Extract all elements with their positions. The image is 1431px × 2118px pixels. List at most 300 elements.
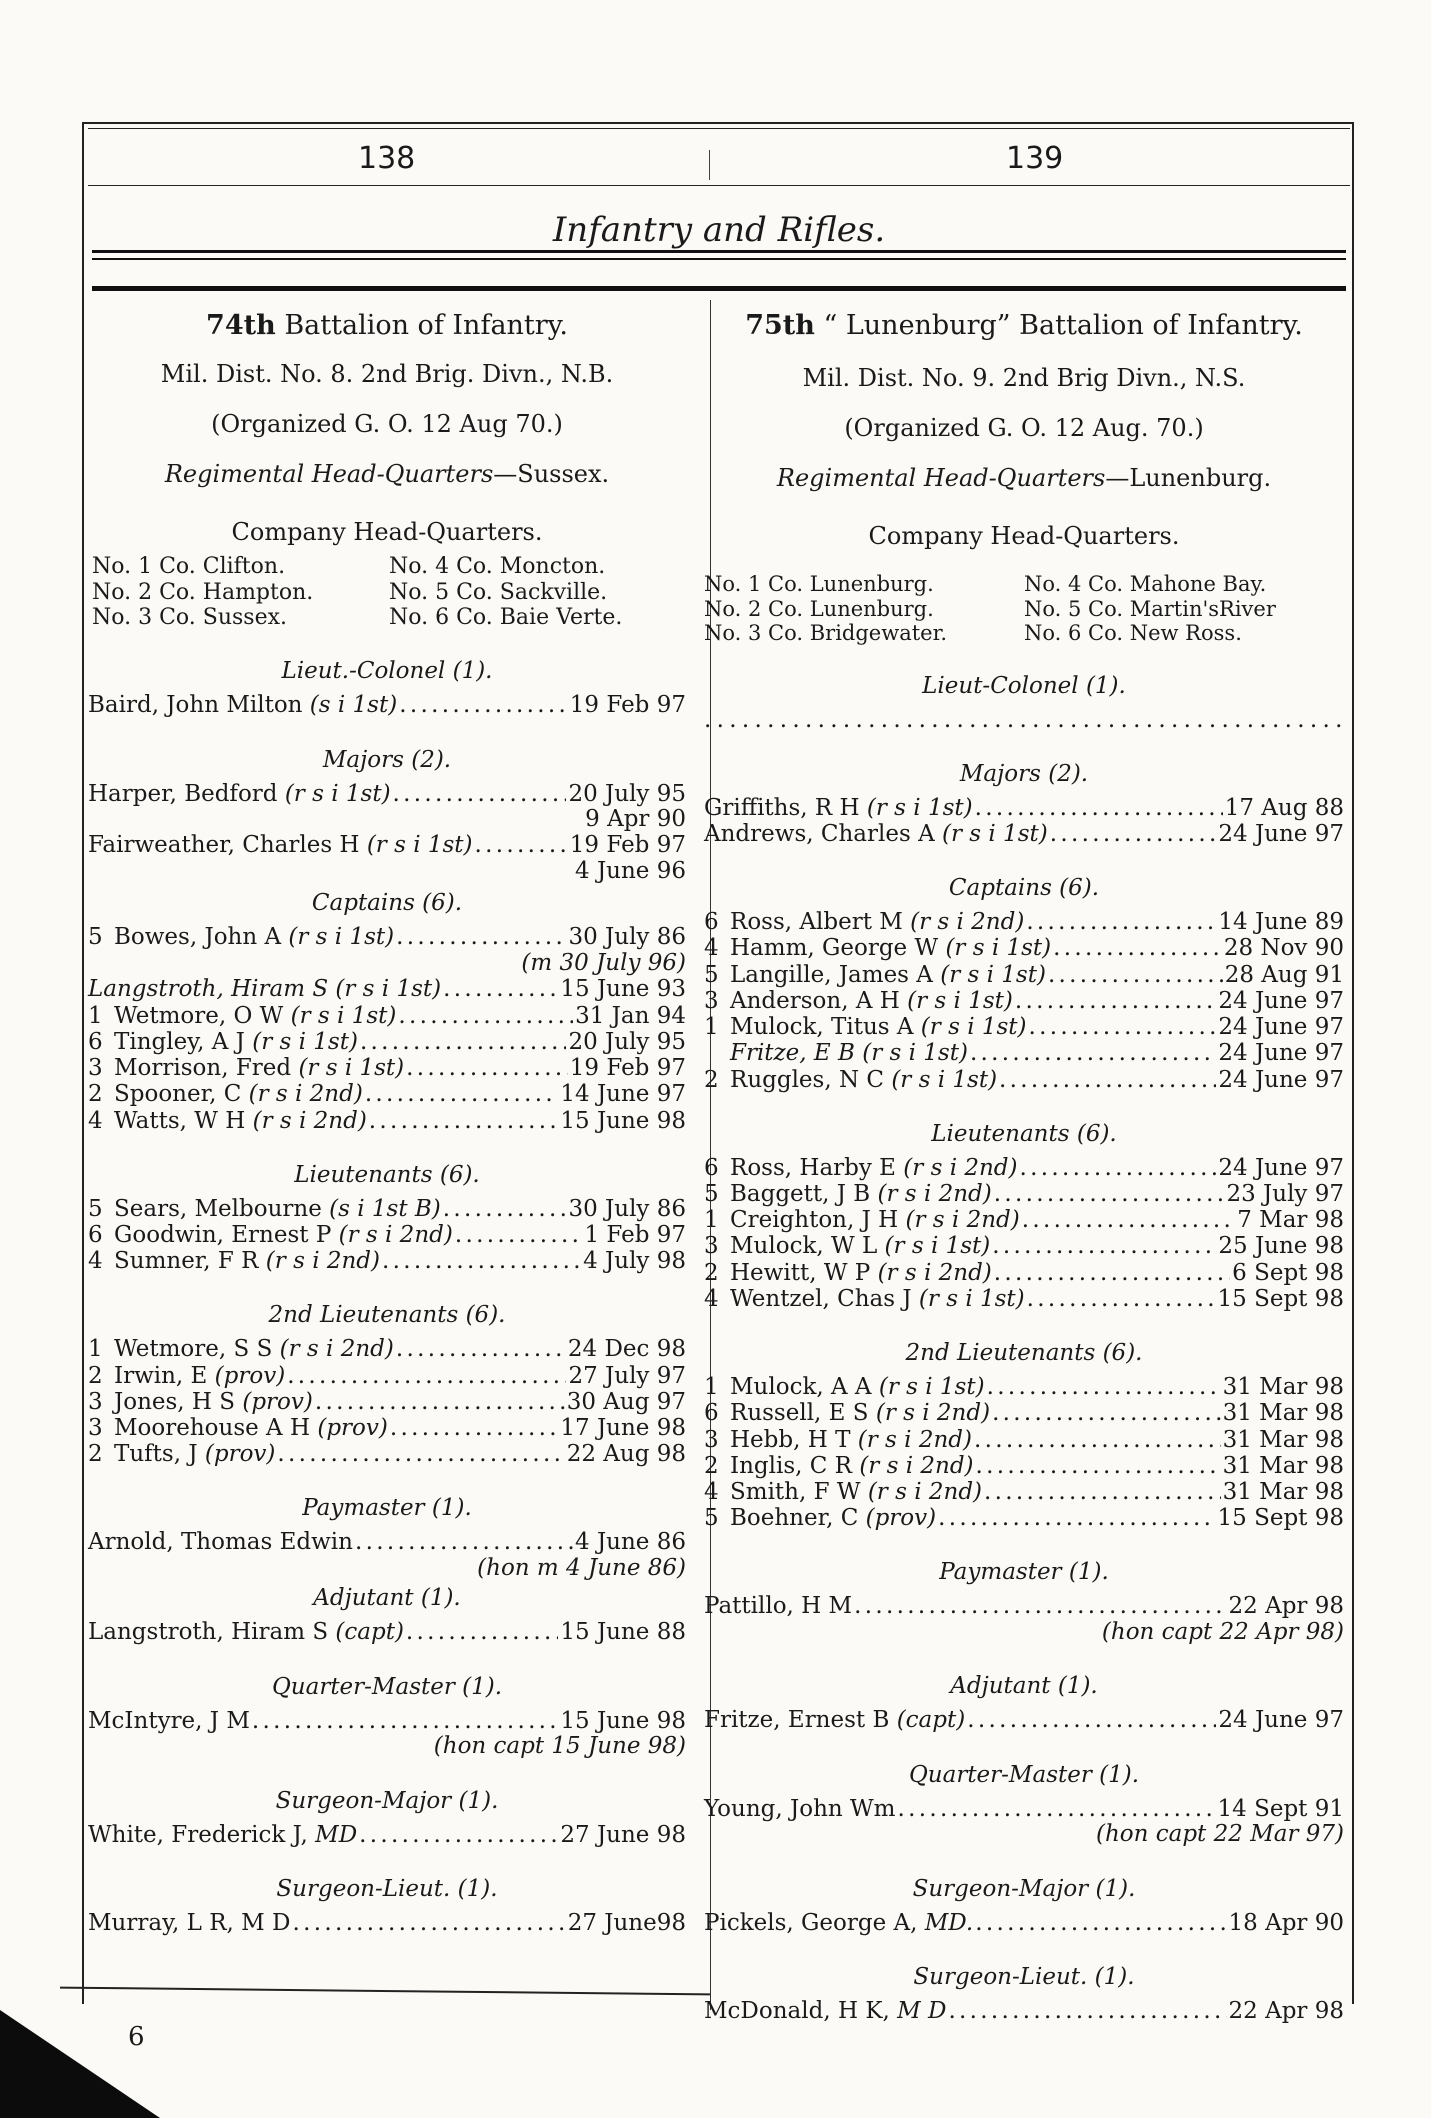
officer-name: Griffiths, R H — [704, 794, 860, 821]
officer-date: 27 June 98 — [560, 1821, 686, 1848]
company-number: 3 — [88, 1388, 103, 1415]
leader-dots — [359, 1822, 558, 1848]
leader-dots — [1050, 821, 1217, 847]
officer-qualification: (r s i 1st) — [884, 1233, 991, 1260]
company-item: No. 1 Co. Lunenburg. — [704, 572, 934, 597]
vacant-entry — [704, 707, 1344, 733]
officer-entry — [704, 1479, 1344, 1505]
officer-name: Pattillo, H M — [704, 1593, 853, 1620]
leader-dots — [970, 1040, 1216, 1066]
officer-date: 14 Sept 91 — [1217, 1795, 1344, 1822]
leader-dots — [967, 1707, 1216, 1733]
officer-name: Langstroth, Hiram S — [88, 976, 329, 1003]
officer-entry — [704, 1796, 1344, 1822]
officer-date: 24 Dec 98 — [567, 1336, 686, 1363]
officer-date: 24 June 97 — [1218, 987, 1344, 1014]
officer-entry — [704, 795, 1344, 821]
leader-dots — [355, 1529, 573, 1555]
officer-entry — [88, 1055, 686, 1081]
officer-qualification: (r s i 1st) — [907, 987, 1013, 1014]
officer-qualification: (r s i 2nd) — [910, 909, 1025, 936]
officer-name: Fritze, E B — [730, 1040, 855, 1067]
leader-dots — [399, 692, 568, 718]
officer-qualification: (r s i 1st) — [945, 935, 1052, 962]
officer-name: Ross, Albert M — [730, 909, 903, 936]
company-item: No. 4 Co. Mahone Bay. — [1024, 572, 1267, 597]
company-item: No. 3 Co. Sussex. — [92, 604, 288, 630]
battalion-title — [704, 310, 1344, 342]
rank-heading: Surgeon-Major (1). — [275, 1787, 499, 1814]
officer-qualification: (r s i 1st) — [891, 1066, 998, 1093]
leader-dots — [277, 1441, 564, 1467]
officer-qualification: (r s i 2nd) — [905, 1207, 1020, 1234]
officer-entry — [88, 781, 686, 807]
officer-name: Wetmore, S S — [114, 1336, 273, 1363]
officer-date: 28 Aug 91 — [1224, 961, 1344, 988]
company-number: 1 — [704, 1374, 719, 1401]
rank-heading: Paymaster (1). — [939, 1559, 1109, 1586]
officer-entry — [88, 1441, 686, 1467]
leader-dots — [396, 924, 566, 950]
company-item: No. 2 Co. Lunenburg. — [704, 596, 934, 621]
battalion-75th — [704, 300, 1344, 2024]
leader-dots — [1015, 988, 1217, 1014]
officer-entry — [88, 1619, 686, 1645]
officer-date: 19 Feb 97 — [569, 1055, 686, 1082]
rhq-label: Regimental Head-Quarters — [776, 464, 1106, 493]
officer-qualification: (prov) — [214, 1362, 286, 1389]
officer-date: 31 Mar 98 — [1222, 1478, 1344, 1505]
officer-entry — [704, 1427, 1344, 1453]
officer-entry — [704, 1155, 1344, 1181]
company-item: No. 1 Co. Clifton. — [92, 554, 286, 580]
officer-date: 4 June 86 — [575, 1529, 686, 1556]
officer-name: Goodwin, Ernest P — [114, 1221, 332, 1248]
officer-date: 27 June98 — [567, 1909, 686, 1936]
officer-date: 4 July 98 — [583, 1248, 686, 1275]
officer-name: Watts, W H — [114, 1107, 246, 1134]
leader-dots — [1022, 1207, 1235, 1233]
officer-entry — [88, 1081, 686, 1107]
officer-name: Wentzel, Chas J — [730, 1285, 912, 1312]
company-number: 1 — [88, 1336, 103, 1363]
officer-name: White, Frederick J, — [88, 1821, 308, 1848]
company-number: 3 — [88, 1055, 103, 1082]
company-hq-list — [88, 554, 686, 630]
officer-entry — [704, 1014, 1344, 1040]
officer-entry — [704, 1707, 1344, 1733]
officer-name: Ruggles, N C — [730, 1066, 885, 1093]
page-number-left: 138 — [358, 141, 416, 176]
regimental-hq — [88, 460, 686, 488]
battalion-name: “ Lunenburg” Battalion of Infantry. — [823, 310, 1303, 341]
officer-date: 14 June 89 — [1218, 909, 1344, 936]
officer-qualification: (prov) — [242, 1388, 313, 1415]
officer-name: Ross, Harby E — [730, 1154, 896, 1181]
officer-entry — [704, 1260, 1344, 1286]
officer-name: Hewitt, W P — [730, 1259, 871, 1286]
officer-name: Hebb, H T — [730, 1426, 851, 1453]
company-number: 4 — [704, 1285, 719, 1312]
rank-heading: Captains (6). — [948, 875, 1100, 902]
officer-name: Andrews, Charles A — [704, 821, 935, 848]
rank-heading: Lieutenants (6). — [294, 1161, 480, 1188]
officer-qualification: (r s i 2nd) — [867, 1478, 983, 1505]
company-number: 4 — [704, 1478, 719, 1505]
company-number: 6 — [704, 909, 719, 936]
officer-qualification: M D — [897, 1997, 947, 2024]
leader-dots — [994, 1260, 1230, 1286]
officer-entry — [704, 1286, 1344, 1312]
officer-name: Irwin, E — [114, 1362, 208, 1389]
officer-date: 25 June 98 — [1218, 1233, 1344, 1260]
officer-date: 24 June 97 — [1218, 1040, 1344, 1067]
leader-dots — [475, 832, 568, 858]
rank-heading: Surgeon-Lieut. (1). — [913, 1963, 1135, 1990]
officer-entry — [704, 1998, 1344, 2024]
officer-name: Anderson, A H — [730, 987, 900, 1014]
company-hq-title: Company Head-Quarters. — [231, 518, 543, 547]
officer-date: 30 July 86 — [568, 924, 686, 951]
officer-name: Russell, E S — [730, 1400, 869, 1427]
officer-name: Wetmore, O W — [114, 1002, 284, 1029]
officer-name: Langille, James A — [730, 961, 933, 988]
officer-name: Smith, F W — [730, 1478, 861, 1505]
officer-qualification: (r s i 2nd) — [903, 1154, 1018, 1181]
officer-qualification: (r s i 1st) — [866, 794, 973, 821]
leader-dots — [390, 1415, 559, 1441]
leader-dots — [398, 1003, 573, 1029]
officer-entry — [704, 1505, 1344, 1531]
company-number: 1 — [704, 1207, 719, 1234]
officer-date: 7 Mar 98 — [1237, 1207, 1344, 1234]
officer-entry — [88, 1415, 686, 1441]
leader-dots — [443, 1196, 567, 1222]
battalion-name: Battalion of Infantry. — [284, 310, 568, 341]
officer-date: 24 June 97 — [1218, 1154, 1344, 1181]
officer-name: Fairweather, Charles H — [88, 832, 360, 859]
rank-heading: Surgeon-Lieut. (1). — [276, 1875, 498, 1902]
leader-dots — [455, 1222, 583, 1248]
officer-name: Baird, John Milton — [88, 692, 303, 719]
officer-qualification: (r s i 2nd) — [875, 1400, 991, 1427]
officer-entry — [88, 1248, 686, 1274]
leader-dots — [292, 1910, 565, 1936]
company-number: 6 — [704, 1400, 719, 1427]
officer-qualification: (r s i 1st) — [252, 1028, 358, 1055]
officer-qualification: (r s i 1st) — [878, 1374, 985, 1401]
leader-dots — [938, 1505, 1215, 1531]
officer-qualification: MD — [315, 1821, 358, 1848]
officer-entry — [704, 909, 1344, 935]
leader-dots — [252, 1708, 558, 1734]
officer-entry — [704, 935, 1344, 961]
military-district: Mil. Dist. No. 8. 2nd Brig. Divn., N.B. — [160, 360, 614, 389]
organized-note: (Organized G. O. 12 Aug. 70.) — [844, 414, 1204, 443]
officer-qualification: (r s i 1st) — [298, 1055, 405, 1082]
officer-note: 9 Apr 90 — [585, 805, 686, 832]
officer-entry — [88, 692, 686, 718]
officer-qualification: (r s i 2nd) — [877, 1259, 992, 1286]
officer-entry — [88, 1108, 686, 1134]
rank-heading: Adjutant (1). — [313, 1585, 461, 1612]
officer-name: Mulock, W L — [730, 1233, 878, 1260]
company-item: No. 3 Co. Bridgewater. — [704, 620, 947, 645]
officer-entry — [88, 976, 686, 1002]
officer-date: 24 June 97 — [1218, 821, 1344, 848]
officer-entry — [88, 1708, 686, 1734]
officer-date: 23 July 97 — [1226, 1181, 1344, 1207]
officer-name: Young, John Wm — [704, 1795, 896, 1822]
officer-qualification: (r s i 1st) — [284, 780, 391, 807]
rhq-place: —Sussex. — [493, 460, 610, 489]
officer-qualification: (r s i 2nd) — [248, 1081, 363, 1108]
officer-entry — [88, 1222, 686, 1248]
officer-date: 17 Aug 88 — [1224, 794, 1344, 821]
company-number: 2 — [704, 1259, 719, 1286]
rank-heading: Captains (6). — [311, 890, 463, 917]
leader-dots — [406, 1055, 568, 1081]
leader-dots — [974, 1427, 1221, 1453]
officer-name: Bowes, John A — [114, 924, 282, 951]
leader-dots — [1053, 935, 1222, 961]
leader-dots — [360, 1029, 567, 1055]
officer-name: Hamm, George W — [730, 935, 939, 962]
officer-date: 27 July 97 — [568, 1362, 686, 1389]
officer-entry — [88, 1029, 686, 1055]
officer-entry — [704, 1207, 1344, 1233]
leader-dots — [976, 1453, 1221, 1479]
officer-entry — [704, 1453, 1344, 1479]
officer-qualification: (s i 1st B) — [329, 1195, 441, 1222]
leader-dots — [975, 795, 1223, 821]
rank-heading: Lieutenants (6). — [931, 1120, 1117, 1147]
rule — [92, 258, 1346, 260]
leader-dots — [396, 1336, 566, 1362]
officer-name: McIntyre, J M — [88, 1707, 250, 1734]
company-number: 4 — [88, 1248, 103, 1275]
leader-dots — [393, 781, 567, 807]
officer-qualification: (r s i 1st) — [335, 976, 442, 1003]
officer-date: 15 June 93 — [560, 976, 686, 1003]
company-item: No. 6 Co. Baie Verte. — [389, 604, 623, 630]
officer-note: (hon capt 22 Apr 98) — [1101, 1618, 1344, 1645]
officer-entry — [88, 1389, 686, 1415]
officer-entry — [704, 821, 1344, 847]
officer-name: Sears, Melbourne — [114, 1195, 322, 1222]
battalion-74th — [88, 300, 686, 2000]
company-number: 3 — [88, 1415, 103, 1442]
officer-qualification: (r s i 1st) — [862, 1040, 968, 1067]
officer-qualification: (prov) — [865, 1505, 937, 1532]
rank-heading: Adjutant (1). — [950, 1673, 1098, 1700]
officer-entry — [88, 1910, 686, 1936]
officer-date: 22 Aug 98 — [566, 1441, 686, 1468]
officer-date: 31 Jan 94 — [575, 1002, 686, 1029]
company-item: No. 6 Co. New Ross. — [1024, 620, 1242, 645]
officer-qualification: (prov) — [317, 1415, 388, 1442]
officer-entry — [88, 1196, 686, 1222]
officer-entry — [704, 1040, 1344, 1066]
leader-dots — [369, 1108, 559, 1134]
battalion-number: 75th — [745, 310, 815, 341]
officer-note: (hon capt 15 June 98) — [433, 1732, 686, 1759]
leader-dots — [1020, 1155, 1217, 1181]
officer-entry — [88, 1336, 686, 1362]
company-number: 3 — [704, 987, 719, 1014]
signature-mark: 6 — [128, 2022, 145, 2052]
officer-date: 24 June 97 — [1218, 1014, 1344, 1041]
officer-note: (hon m 4 June 86) — [477, 1554, 686, 1581]
officer-qualification: (capt) — [896, 1707, 966, 1734]
officer-name: Mulock, A A — [730, 1374, 872, 1401]
company-number: 2 — [88, 1441, 103, 1468]
rhq-place: —Lunenburg. — [1105, 464, 1272, 493]
leader-dots — [1026, 909, 1216, 935]
company-item: No. 4 Co. Moncton. — [389, 554, 606, 580]
company-number: 5 — [704, 1505, 719, 1532]
rank-heading: Majors (2). — [322, 746, 452, 773]
officer-qualification: (r s i 1st) — [366, 832, 473, 859]
company-number: 2 — [704, 1452, 719, 1479]
officer-entry — [88, 1822, 686, 1848]
officer-date: 31 Mar 98 — [1222, 1426, 1344, 1453]
officer-name: Fritze, Ernest B — [704, 1707, 890, 1734]
officer-qualification: (r s i 1st) — [288, 924, 395, 951]
company-number: 1 — [88, 1002, 103, 1029]
officer-qualification: (r s i 2nd) — [279, 1336, 394, 1363]
company-number: 5 — [704, 1181, 719, 1207]
leader-dots — [315, 1389, 565, 1415]
company-number: 2 — [88, 1081, 103, 1108]
officer-qualification: (prov) — [204, 1441, 276, 1468]
rank-heading: Quarter-Master (1). — [271, 1673, 503, 1700]
company-number: 2 — [704, 1066, 719, 1093]
officer-date: 24 June 97 — [1218, 1707, 1344, 1734]
leader-dots — [994, 1181, 1225, 1207]
officer-date: 22 Apr 98 — [1228, 1997, 1344, 2024]
leader-dots — [999, 1067, 1216, 1093]
officer-qualification: (r s i 2nd) — [877, 1181, 992, 1207]
leader-dots — [987, 1374, 1221, 1400]
officer-entry — [704, 1910, 1344, 1936]
leader-dots — [1027, 1286, 1216, 1312]
company-number: 5 — [88, 1195, 103, 1222]
company-number: 6 — [88, 1028, 103, 1055]
officer-date: 28 Nov 90 — [1223, 935, 1344, 962]
officer-name: Creighton, J H — [730, 1207, 899, 1234]
officer-name: Murray, L R, M D — [88, 1909, 291, 1936]
officer-date: 31 Mar 98 — [1222, 1452, 1344, 1479]
officer-name: Mulock, Titus A — [730, 1014, 914, 1041]
officer-name: Jones, H S — [114, 1388, 236, 1415]
officer-qualification: (r s i 1st) — [920, 1014, 1027, 1041]
officer-name: Arnold, Thomas Edwin — [88, 1529, 353, 1556]
rank-heading: Surgeon-Major (1). — [912, 1875, 1136, 1902]
officer-date: 15 Sept 98 — [1217, 1285, 1344, 1312]
officer-date: 31 Mar 98 — [1222, 1400, 1344, 1427]
company-number: 3 — [704, 1233, 719, 1260]
rank-heading: 2nd Lieutenants (6). — [905, 1340, 1143, 1367]
officer-qualification: MD. — [924, 1909, 974, 1936]
officer-name: Inglis, C R — [730, 1452, 852, 1479]
officer-qualification: (s i 1st) — [309, 692, 398, 719]
officer-date: 14 June 97 — [560, 1081, 686, 1108]
rank-heading: 2nd Lieutenants (6). — [268, 1302, 506, 1329]
officer-entry — [704, 988, 1344, 1014]
officer-entry — [88, 832, 686, 858]
company-hq-title: Company Head-Quarters. — [868, 522, 1180, 551]
officer-date: 1 Feb 97 — [584, 1221, 686, 1248]
officer-qualification: (r s i 2nd) — [252, 1107, 367, 1134]
officer-qualification: (r s i 1st) — [942, 821, 1048, 848]
company-number: 4 — [88, 1107, 103, 1134]
officer-entry — [704, 1181, 1344, 1207]
organized-note: (Organized G. O. 12 Aug 70.) — [211, 410, 563, 439]
officer-date: 19 Feb 97 — [569, 692, 686, 719]
company-item: No. 2 Co. Hampton. — [92, 579, 314, 605]
officer-date: 17 June 98 — [560, 1415, 686, 1442]
company-number: 5 — [704, 961, 719, 988]
regimental-hq — [704, 464, 1344, 492]
officer-date: 30 Aug 97 — [566, 1388, 686, 1415]
officer-date: 15 June 88 — [560, 1619, 686, 1646]
rank-heading: Lieut.-Colonel (1). — [281, 658, 493, 685]
company-number: 2 — [88, 1362, 103, 1389]
company-number: 6 — [704, 1154, 719, 1181]
officer-date: 31 Mar 98 — [1222, 1374, 1344, 1401]
officer-name: Sumner, F R — [114, 1248, 259, 1275]
officer-entry — [704, 1233, 1344, 1259]
officer-name: Boehner, C — [730, 1505, 859, 1532]
officer-name: Langstroth, Hiram S — [88, 1619, 329, 1646]
page-number-right: 139 — [1006, 141, 1064, 176]
rule — [92, 250, 1346, 253]
officer-name: Morrison, Fred — [114, 1055, 292, 1082]
leader-dots — [854, 1593, 1226, 1619]
military-district: Mil. Dist. No. 9. 2nd Brig Divn., N.S. — [802, 364, 1246, 393]
officer-entry — [704, 1374, 1344, 1400]
officer-name: Baggett, J B — [730, 1181, 871, 1207]
company-item: No. 5 Co. Martin'sRiver — [1024, 596, 1276, 621]
officer-date: 20 July 95 — [568, 1028, 686, 1055]
officer-date: 18 Apr 90 — [1228, 1909, 1344, 1936]
officer-qualification: (r s i 1st) — [918, 1285, 1025, 1312]
officer-entry — [88, 1529, 686, 1555]
leader-dots — [948, 1998, 1226, 2024]
leader-dots — [992, 1233, 1216, 1259]
header-divider — [709, 150, 710, 180]
officer-entry — [704, 1067, 1344, 1093]
battalion-number: 74th — [206, 310, 276, 341]
officer-entry — [704, 1593, 1344, 1619]
rule — [92, 286, 1346, 291]
battalion-title — [88, 310, 686, 342]
officer-date: 15 June 98 — [560, 1107, 686, 1134]
officer-note: (hon capt 22 Mar 97) — [1095, 1820, 1344, 1847]
officer-date: 22 Apr 98 — [1228, 1593, 1344, 1620]
leader-dots — [287, 1363, 566, 1389]
officer-date: 15 Sept 98 — [1217, 1505, 1344, 1532]
officer-entry — [88, 1003, 686, 1029]
officer-date: 6 Sept 98 — [1232, 1259, 1344, 1286]
officer-qualification: (r s i 2nd) — [338, 1221, 453, 1248]
section-title: Infantry and Rifles. — [552, 210, 886, 250]
officer-name: Harper, Bedford — [88, 780, 278, 807]
officer-date: 20 July 95 — [568, 780, 686, 807]
officer-name: Moorehouse A H — [114, 1415, 311, 1442]
officer-note: 4 June 96 — [575, 857, 686, 884]
